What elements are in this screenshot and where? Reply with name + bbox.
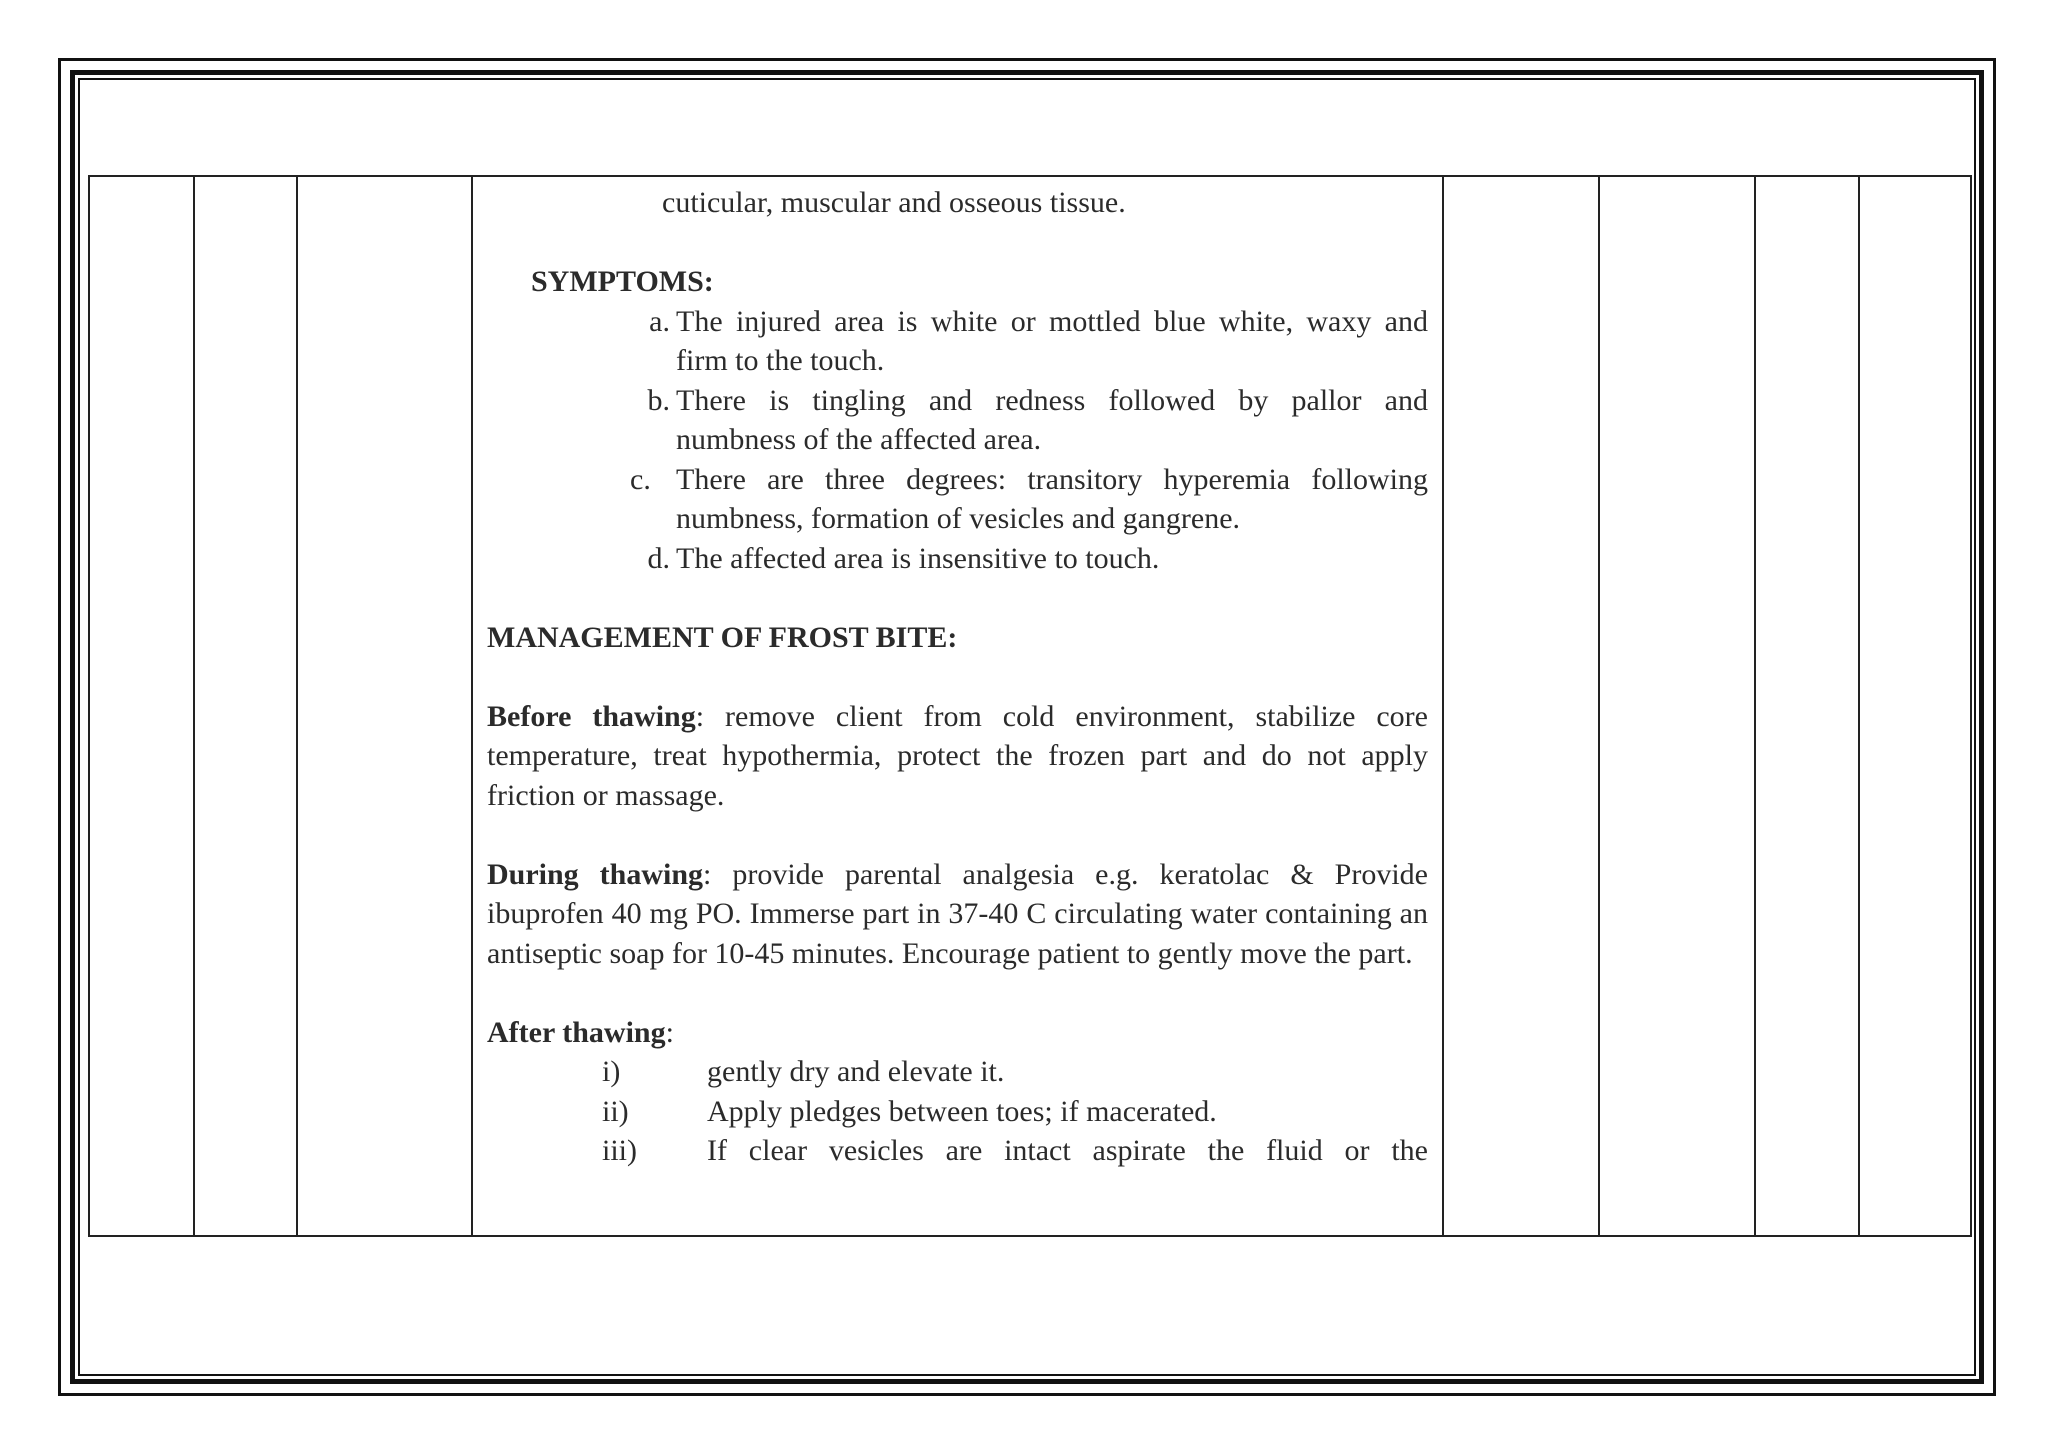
table-cell-empty-1 (89, 176, 194, 1236)
table-cell-content (472, 176, 1443, 1236)
after-thawing-heading: After thawing: (487, 1015, 674, 1049)
continuation-text: cuticular, muscular and osseous tissue. (662, 186, 1126, 219)
list-item: a. The injured area is white or mottled blue white, waxy and firm to the touch. (649, 304, 1428, 377)
table-cell-empty-8 (1859, 176, 1971, 1236)
list-item: d. The affected area is insensitive to touch. (647, 541, 1160, 575)
management-heading: MANAGEMENT OF FROST BITE: (487, 620, 958, 654)
table-cell-empty-7 (1755, 176, 1859, 1236)
table-cell-empty-5 (1443, 176, 1599, 1236)
content-body (473, 177, 1442, 1233)
list-item: b. There is tingling and redness followed by pallor and numbness of the affected area. (647, 383, 1428, 456)
list-item: i) gently dry and elevate it. (602, 1055, 1005, 1088)
table-cell-empty-2 (194, 176, 297, 1236)
list-item: ii) Apply pledges between toes; if macerated. (602, 1094, 1217, 1128)
table-row (89, 176, 1971, 1236)
during-thawing-paragraph: During thawing: provide parental analgesia e.g. keratolac & Provide ibuprofen 40 mg PO. Immerse part in 37-40 C circulating water containing an antiseptic soap for 10-45 minutes. Encourage patient to gently move the part. (487, 857, 1428, 970)
symptoms-list (487, 302, 1428, 579)
list-item: c. There are three degrees: transitory hyperemia following numbness, formation of vesicles and gangrene. (630, 462, 1428, 535)
table-cell-empty-3 (297, 176, 472, 1236)
lesson-plan-table (88, 175, 1972, 1237)
before-thawing-paragraph: Before thawing: remove client from cold environment, stabilize core temperature, treat hypothermia, protect the frozen part and do not apply friction or massage. (487, 699, 1428, 812)
list-item: iii) If clear vesicles are intact aspirate the fluid or the (602, 1134, 1428, 1167)
after-thawing-list (487, 1052, 1428, 1171)
table-cell-empty-6 (1599, 176, 1755, 1236)
symptoms-heading: SYMPTOMS: (531, 265, 714, 298)
